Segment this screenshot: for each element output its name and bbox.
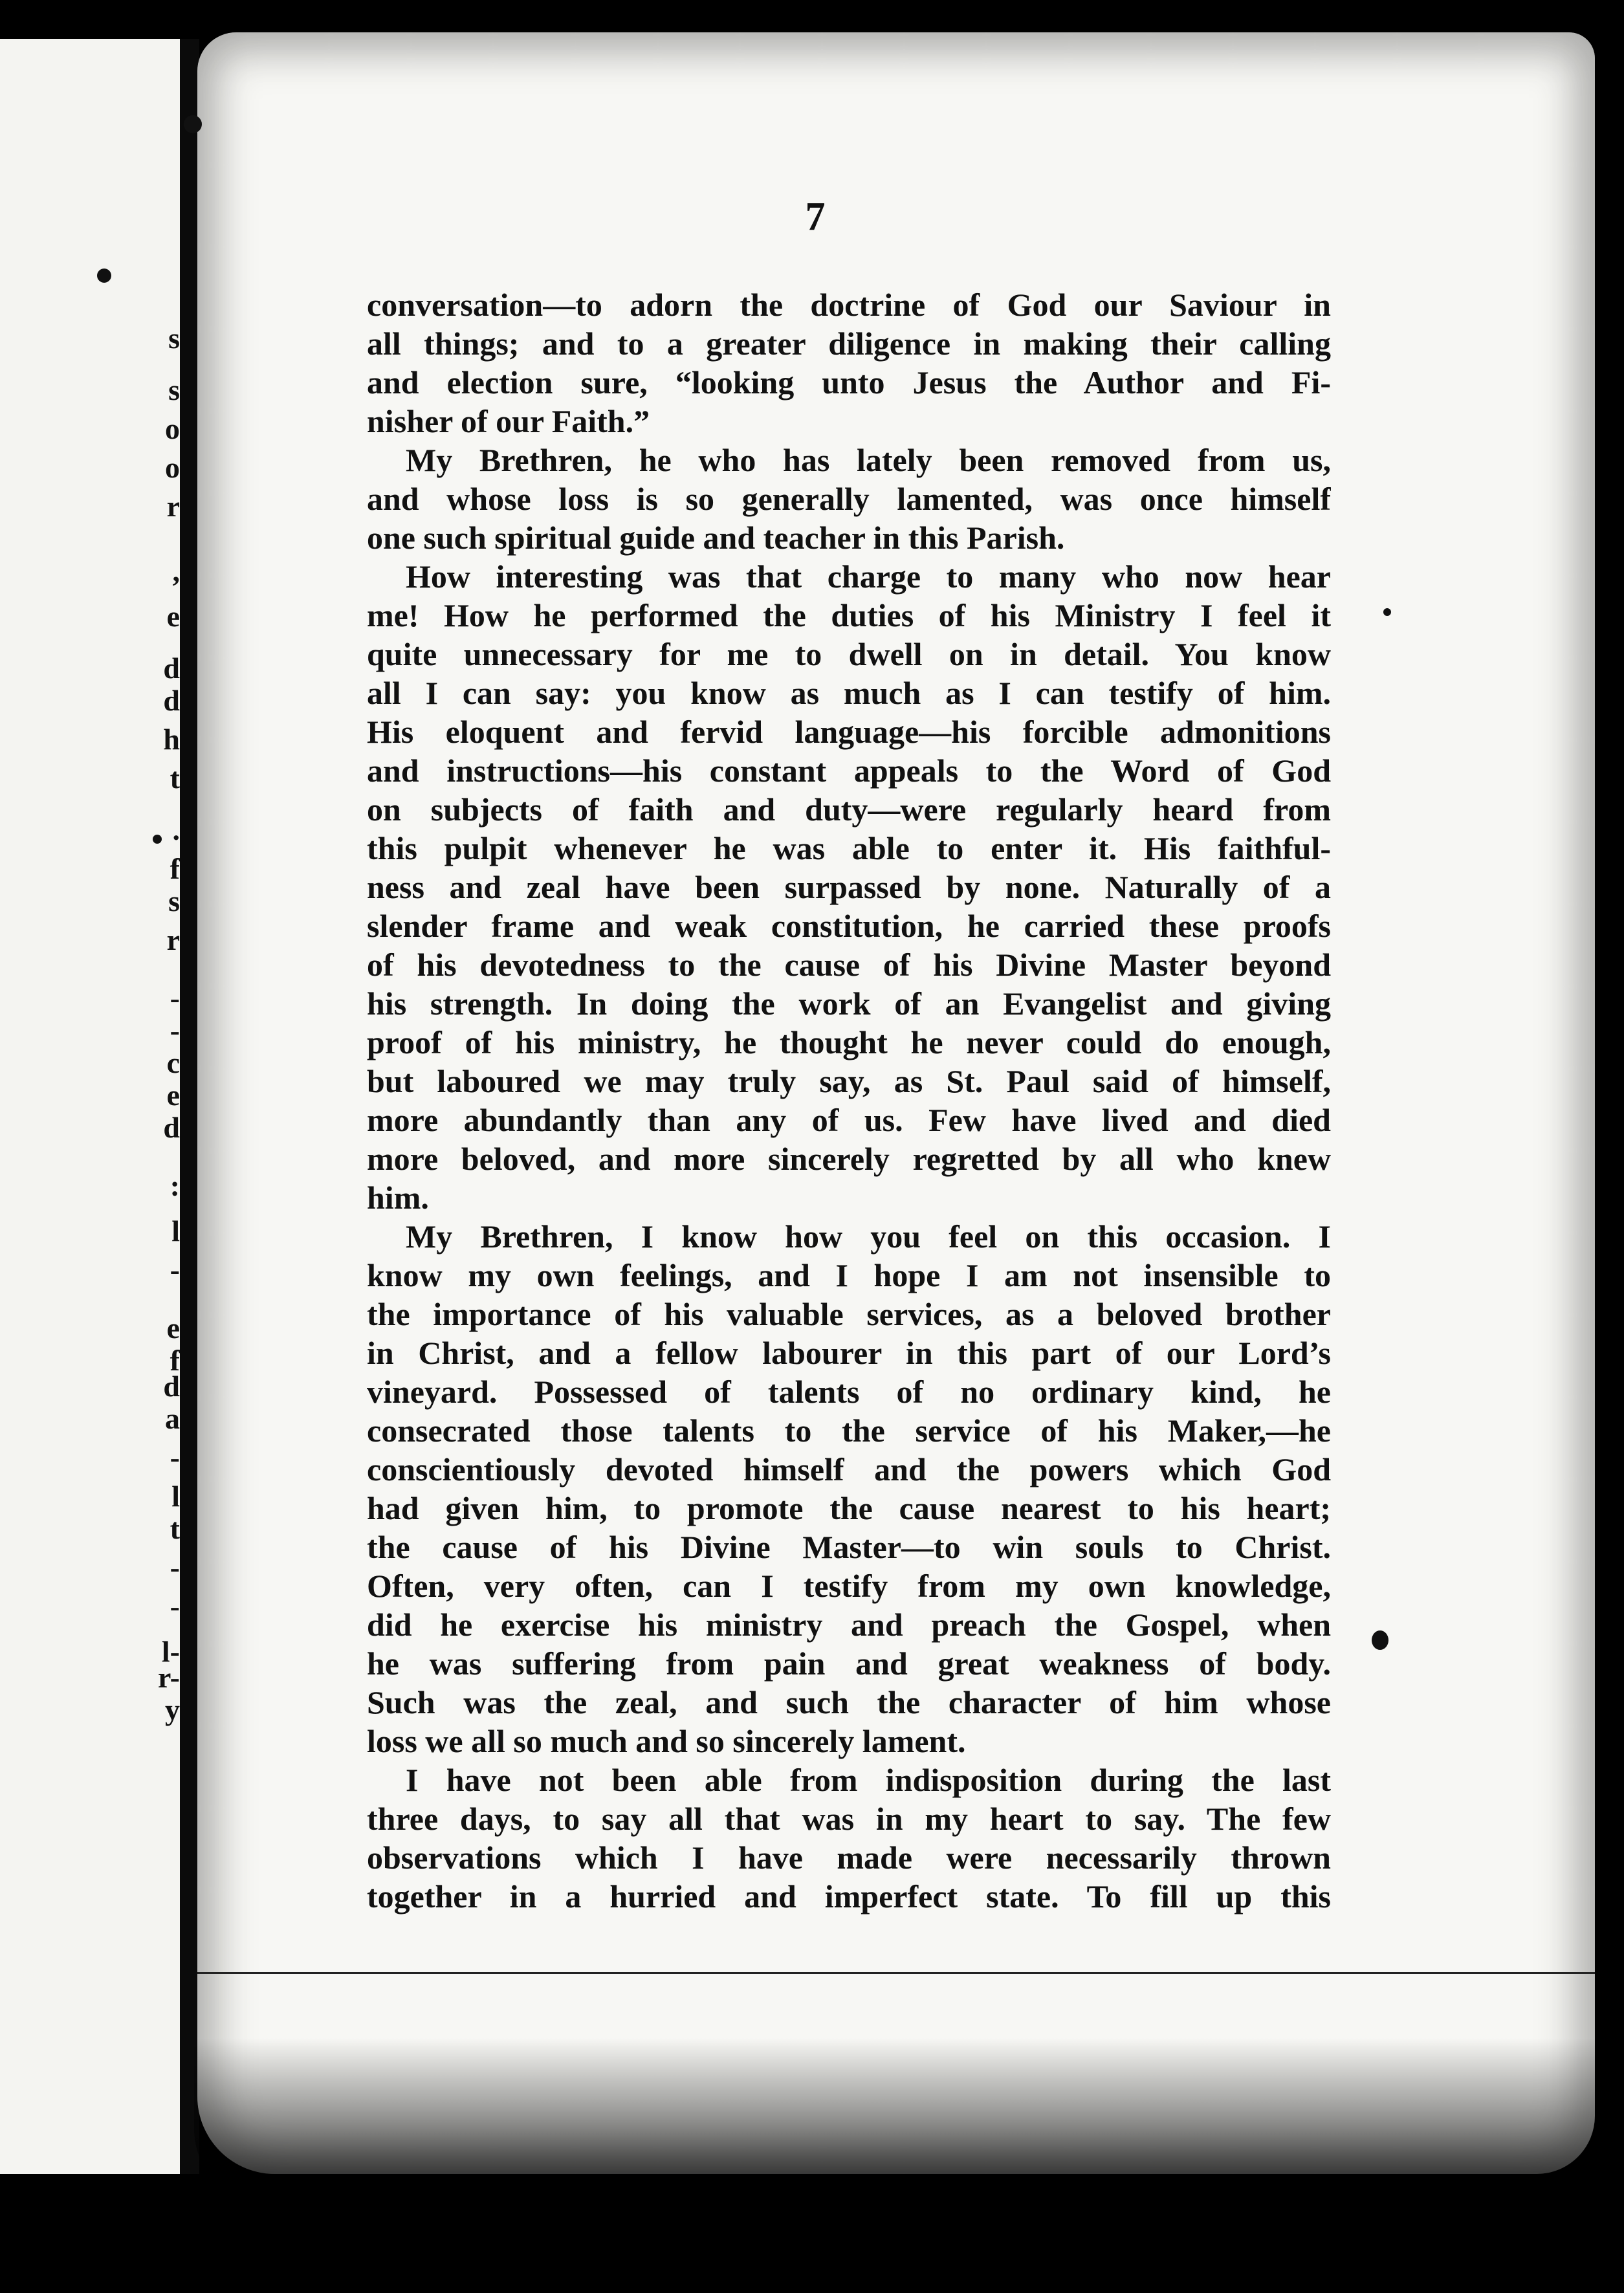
left-page-margin-char: - — [170, 1441, 180, 1474]
text-line: vineyard. Possessed of talents of no ordinary kind, he — [367, 1374, 1331, 1410]
left-page-margin-char: d — [163, 1370, 180, 1403]
text-line: consecrated those talents to the service of his Maker,—he — [367, 1412, 1331, 1449]
left-page-margin-char: r- — [157, 1661, 180, 1694]
left-page-margin-char: e — [166, 600, 180, 633]
left-page-margin-char: t — [170, 1512, 180, 1545]
left-page-margin-char: : — [170, 1169, 180, 1202]
text-line: him. — [367, 1179, 429, 1216]
left-page-margin-char: - — [170, 982, 180, 1015]
left-page-margin-char: o — [165, 412, 180, 445]
left-page-margin-char: o — [165, 451, 180, 484]
left-page-margin-char: s — [168, 322, 180, 355]
text-line: conscientiously devoted himself and the powers which God — [367, 1451, 1331, 1487]
text-line: My Brethren, he who has lately been removed from us, — [406, 442, 1331, 478]
text-line: proof of his ministry, he thought he never could do enough, — [367, 1024, 1331, 1060]
ink-speck — [97, 269, 111, 283]
page-number: 7 — [805, 195, 826, 239]
left-page-margin-char: e — [166, 1311, 180, 1344]
text-line: observations which I have made were necessarily thrown — [367, 1839, 1331, 1876]
text-line: and instructions—his constant appeals to the Word of God — [367, 752, 1331, 789]
ink-speck — [184, 115, 202, 133]
left-page-margin-char: - — [170, 1253, 180, 1286]
text-line: all I can say: you know as much as I can testify of him. — [367, 675, 1331, 711]
left-page-margin-char: l- — [161, 1635, 180, 1668]
left-page-margin-char: - — [170, 1551, 180, 1584]
text-line: his strength. In doing the work of an Evangelist and giving — [367, 985, 1331, 1022]
text-line: of his devotedness to the cause of his Divine Master beyond — [367, 947, 1331, 983]
text-line: nisher of our Faith.” — [367, 403, 650, 439]
book-gutter — [180, 39, 199, 2174]
text-line: His eloquent and fervid language—his forcible admonitions — [367, 714, 1331, 750]
page-bottom-rule — [197, 1972, 1595, 1974]
text-line: this pulpit whenever he was able to enter it. His faithful- — [367, 830, 1331, 866]
text-line: and election sure, “looking unto Jesus the Author and Fi- — [367, 364, 1331, 400]
left-page-margin-char: f — [170, 852, 180, 885]
text-line: the importance of his valuable services, as a beloved brother — [367, 1296, 1331, 1332]
left-page-margin-char: c — [166, 1046, 180, 1079]
text-line: on subjects of faith and duty—were regularly heard from — [367, 791, 1331, 828]
left-page-margin-char: y — [165, 1693, 180, 1726]
left-page-margin-char: l — [171, 1480, 180, 1513]
left-page-margin-char: f — [170, 1344, 180, 1377]
text-line: and whose loss is so generally lamented, was once himself — [367, 481, 1331, 517]
text-line: he was suffering from pain and great weakness of body. — [367, 1645, 1331, 1682]
text-line: know my own feelings, and I hope I am not insensible to — [367, 1257, 1331, 1293]
text-line: Such was the zeal, and such the character of him whose — [367, 1684, 1331, 1720]
text-line: together in a hurried and imperfect state. To fill up this — [367, 1878, 1331, 1914]
left-page-margin-char: h — [163, 723, 180, 756]
text-line: How interesting was that charge to many who now hear — [406, 558, 1331, 595]
left-page-margin-char: . — [172, 813, 180, 846]
text-line: more beloved, and more sincerely regretted by all who knew — [367, 1141, 1331, 1177]
left-page-margin-char: t — [170, 762, 180, 795]
ink-speck — [1372, 1630, 1388, 1650]
text-line: conversation—to adorn the doctrine of God our Saviour in — [367, 287, 1331, 323]
text-line: quite unnecessary for me to dwell on in detail. You know — [367, 636, 1331, 672]
scan-vignette — [194, 2038, 1605, 2206]
left-page-margin-char: r — [166, 923, 180, 956]
text-line: all things; and to a greater diligence in making their calling — [367, 325, 1331, 362]
text-line: three days, to say all that was in my heart to say. The few — [367, 1801, 1331, 1837]
text-line: ness and zeal have been surpassed by none. Naturally of a — [367, 869, 1331, 905]
text-line: loss we all so much and so sincerely lament. — [367, 1723, 966, 1759]
text-line: I have not been able from indisposition during the last — [406, 1762, 1331, 1798]
text-line: one such spiritual guide and teacher in this Parish. — [367, 520, 1065, 556]
left-page-margin-char: - — [170, 1590, 180, 1623]
left-page-margin-char: - — [170, 1014, 180, 1047]
text-line: more abundantly than any of us. Few have lived and died — [367, 1102, 1331, 1138]
left-page-margin-char: s — [168, 884, 180, 917]
left-page-margin-char: d — [163, 1111, 180, 1144]
left-page-margin-char: d — [163, 684, 180, 717]
text-line: had given him, to promote the cause nearest to his heart; — [367, 1490, 1331, 1526]
left-page-margin-char: d — [163, 652, 180, 685]
left-page-margin-char: , — [172, 554, 180, 587]
left-page-margin-char: s — [168, 373, 180, 406]
left-facing-page — [0, 39, 189, 2174]
left-page-margin-char: l — [171, 1214, 180, 1247]
text-line: me! How he performed the duties of his Ministry I feel it — [367, 597, 1331, 633]
text-line: Often, very often, can I testify from my own knowledge, — [367, 1568, 1331, 1604]
body-text — [367, 285, 1331, 1916]
text-line: the cause of his Divine Master—to win souls to Christ. — [367, 1529, 1331, 1565]
left-page-margin-char: e — [166, 1079, 180, 1112]
text-line: but laboured we may truly say, as St. Paul said of himself, — [367, 1063, 1331, 1099]
left-page-margin-char: a — [165, 1402, 180, 1435]
left-page-margin-char: r — [166, 490, 180, 523]
text-line: did he exercise his ministry and preach the Gospel, when — [367, 1607, 1331, 1643]
ink-speck — [153, 835, 162, 844]
text-line: in Christ, and a fellow labourer in this part of our Lord’s — [367, 1335, 1331, 1371]
text-line: slender frame and weak constitution, he carried these proofs — [367, 908, 1331, 944]
ink-speck — [1383, 608, 1391, 616]
text-line: My Brethren, I know how you feel on this occasion. I — [406, 1218, 1331, 1255]
